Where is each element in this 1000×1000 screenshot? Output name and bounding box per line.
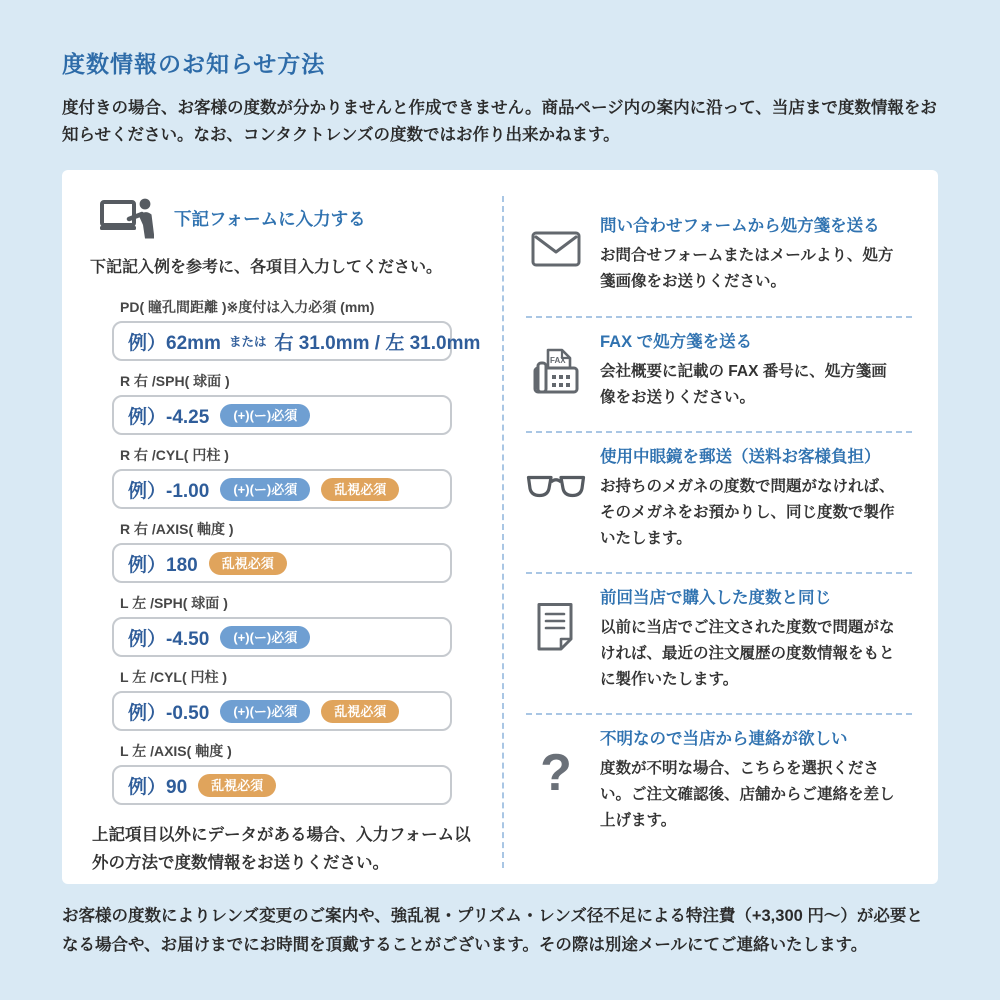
astigmatism-required-badge: 乱視必須 <box>321 700 399 724</box>
form-group-r-sph <box>90 371 476 435</box>
glasses-icon <box>526 443 586 552</box>
form-header <box>100 196 476 240</box>
plus-minus-required-badge: (+)(ー)必須 <box>220 404 310 428</box>
method-body: 以前に当店でご注文された度数で問題がなければ、最近の注文履歴の度数情報をもとに製作いたします。 <box>600 618 895 688</box>
method-section-unknown <box>526 715 912 854</box>
example-value: 例）-4.25 <box>128 406 210 428</box>
method-heading: 問い合わせフォームから処方箋を送る <box>600 217 880 236</box>
form-heading: 下記フォームに入力する <box>174 208 366 229</box>
field-label: R 右 /AXIS( 軸度 ) <box>120 521 234 538</box>
example-value: 例）-0.50 <box>128 702 210 724</box>
plus-minus-required-badge: (+)(ー)必須 <box>220 626 310 650</box>
pd-example-value-lr: 右 31.0mm / 左 31.0mm <box>274 332 481 354</box>
pd-example-value: 例）62mm <box>128 332 221 354</box>
example-box <box>112 543 452 583</box>
method-body: 度数が不明な場合、こちらを選択ください。ご注文確認後、店舗からご連絡を差し上げます。 <box>600 759 895 829</box>
method-section-glasses <box>526 433 912 574</box>
method-heading: 使用中眼鏡を郵送（送料お客様負担） <box>600 447 881 466</box>
document-icon <box>526 584 586 693</box>
example-box <box>112 395 452 435</box>
method-heading: 不明なので当店から連絡が欲しい <box>600 729 848 748</box>
field-label: PD( 瞳孔間距離 )※度付は入力必須 (mm) <box>120 299 375 316</box>
example-box <box>112 765 452 805</box>
method-heading: FAX で処方箋を送る <box>600 332 753 351</box>
example-value: 例）90 <box>128 776 188 798</box>
example-value: 例）-1.00 <box>128 480 210 502</box>
method-body: お持ちのメガネの度数で問題がなければ、そのメガネをお預かりし、同じ度数で製作いたします。 <box>600 477 895 547</box>
form-group-r-axis <box>90 519 476 583</box>
example-box <box>112 469 452 509</box>
field-label: L 左 /CYL( 円柱 ) <box>120 669 228 686</box>
intro-text: 度付きの場合、お客様の度数が分かりませんと作成できません。商品ページ内の案内に沿って、当店まで度数情報をお知らせください。なお、コンタクトレンズの度数ではお作り出来かねます。 <box>62 99 937 144</box>
method-section-fax <box>526 318 912 433</box>
example-box <box>112 617 452 657</box>
question-icon: ? <box>540 743 572 802</box>
method-section-history <box>526 574 912 715</box>
method-body: お問合せフォームまたはメールより、処方箋画像をお送りください。 <box>600 247 894 291</box>
field-label: R 右 /CYL( 円柱 ) <box>120 447 229 464</box>
method-body: 会社概要に記載の FAX 番号に、処方箋画像をお送りください。 <box>600 362 887 406</box>
form-column <box>62 170 502 884</box>
astigmatism-required-badge: 乱視必須 <box>321 478 399 502</box>
pd-example-box <box>112 321 481 361</box>
plus-minus-required-badge: (+)(ー)必須 <box>220 700 310 724</box>
form-group-l-axis <box>90 741 476 805</box>
presenter-icon <box>100 196 154 240</box>
form-group-r-cyl <box>90 445 476 509</box>
form-group-pd <box>90 297 481 361</box>
field-label: L 左 /AXIS( 軸度 ) <box>120 743 232 760</box>
form-group-l-sph <box>90 593 476 657</box>
plus-minus-required-badge: (+)(ー)必須 <box>220 478 310 502</box>
alt-methods-column <box>502 196 938 868</box>
mail-icon <box>526 212 586 295</box>
example-value: 例）180 <box>128 554 198 576</box>
field-label: L 左 /SPH( 球面 ) <box>120 595 228 612</box>
form-footnote: 上記項目以外にデータがある場合、入力フォーム以外の方法で度数情報をお送りください。 <box>92 826 471 873</box>
astigmatism-required-badge: 乱視必須 <box>198 774 276 798</box>
example-box <box>112 691 452 731</box>
method-section-mail <box>526 202 912 317</box>
astigmatism-required-badge: 乱視必須 <box>209 552 287 576</box>
form-subtext: 下記記入例を参考に、各項目入力してください。 <box>90 259 443 277</box>
method-heading: 前回当店で購入した度数と同じ <box>600 588 831 607</box>
info-card <box>62 170 938 884</box>
svg-text:FAX: FAX <box>550 355 566 365</box>
page-title: 度数情報のお知らせ方法 <box>62 51 326 77</box>
pd-connector: または <box>228 335 267 350</box>
example-value: 例）-4.50 <box>128 628 210 650</box>
field-label: R 右 /SPH( 球面 ) <box>120 373 230 390</box>
form-group-l-cyl <box>90 667 476 731</box>
footer-note: お客様の度数によりレンズ変更のご案内や、強乱視・プリズム・レンズ径不足による特注費（+3,300 円～）が必要となる場合や、お届けまでにお時間を頂戴することがございます。その際は別途メールにてご連絡いたします。 <box>62 907 923 955</box>
fax-icon <box>526 328 586 411</box>
